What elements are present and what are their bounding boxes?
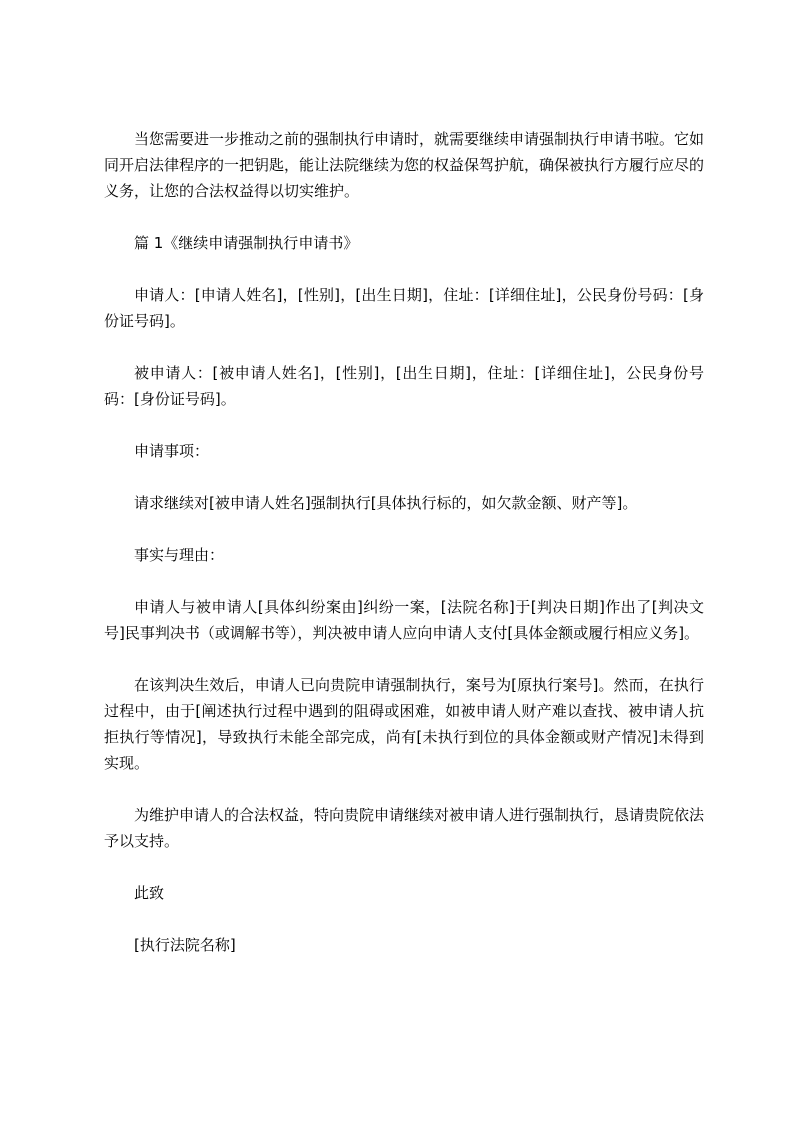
applicant-paragraph: 申请人：[申请人姓名]，[性别]，[出生日期]，住址：[详细住址]，公民身份号码：[身份证号码]。 [104,286,704,330]
facts-paragraph-2: 在该判决生效后，申请人已向贵院申请强制执行，案号为[原执行案号]。然而，在执行过程中，由于[阐述执行过程中遇到的阻碍或困难，如被申请人财产难以查找、被申请人抗拒执行等情况]，导致执行未能全部完成，尚有[未执行到位的具体金额或财产情况]未得到实现。 [104,676,704,772]
matters-paragraph: 请求继续对[被申请人姓名]强制执行[具体执行标的，如欠款金额、财产等]。 [134,494,638,512]
closing-salutation: 此致 [134,884,165,902]
intro-paragraph: 当您需要进一步推动之前的强制执行申请时，就需要继续申请强制执行申请书啦。它如同开启法律程序的一把钥匙，能让法院继续为您的权益保驾护航，确保被执行方履行应尽的义务，让您的合法权益得以切实维护。 [104,130,705,200]
court-name: [执行法院名称] [134,936,236,954]
facts-label: 事实与理由： [134,546,225,564]
facts-paragraph-3: 为维护申请人的合法权益，特向贵院申请继续对被申请人进行强制执行，恳请贵院依法予以支持。 [104,806,705,850]
facts-paragraph-1: 申请人与被申请人[具体纠纷案由]纠纷一案，[法院名称]于[判决日期]作出了[判决文号]民事判决书（或调解书等），判决被申请人应向申请人支付[具体金额或履行相应义务]。 [104,598,704,642]
respondent-paragraph: 被申请人：[被申请人姓名]，[性别]，[出生日期]，住址：[详细住址]，公民身份号码：[身份证号码]。 [104,364,704,408]
document-heading: 篇 1《继续申请强制执行申请书》 [134,234,359,252]
document-body [104,126,704,958]
matters-label: 申请事项： [134,442,210,460]
